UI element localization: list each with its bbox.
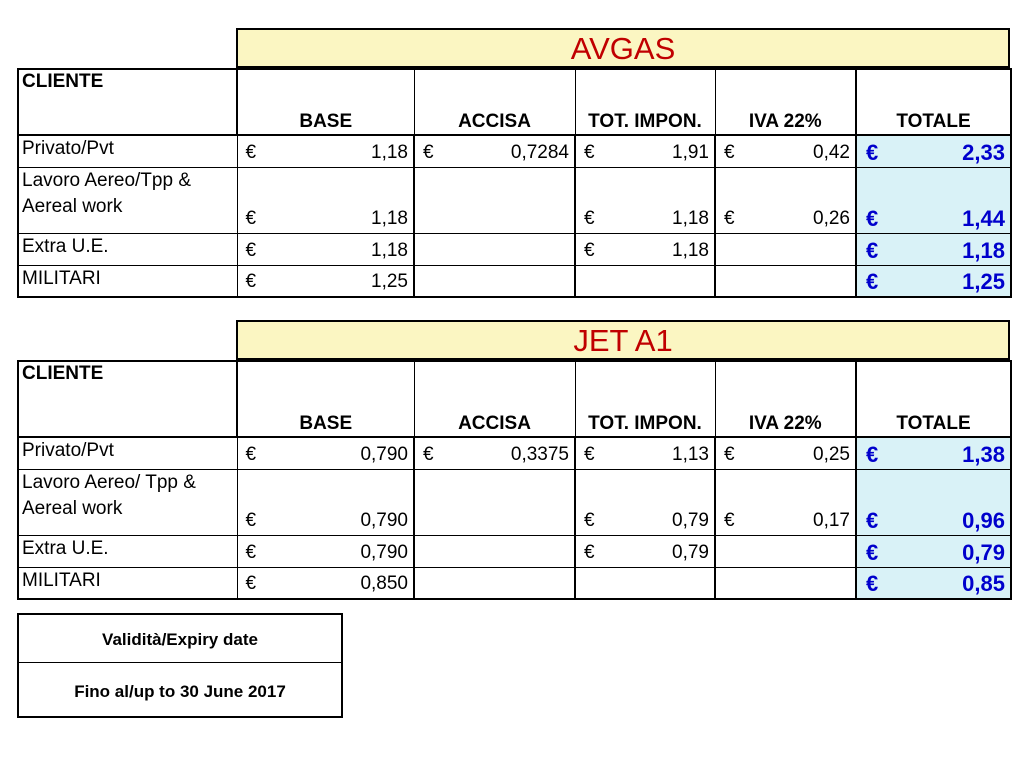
iva-cell: [715, 265, 856, 297]
avgas-price-table: [17, 68, 1012, 298]
column-header-base: BASE: [237, 69, 414, 135]
jet-a1-title: JET A1: [236, 320, 1010, 361]
imponibile-cell: € 0,79: [575, 469, 715, 535]
column-header-tot-impon: TOT. IMPON.: [575, 69, 715, 135]
column-header-accisa: ACCISA: [414, 361, 575, 437]
totale-cell: € 0,96: [856, 469, 1011, 535]
header-row: [18, 361, 1011, 437]
accisa-cell: [414, 469, 575, 535]
avgas-title: AVGAS: [236, 28, 1010, 69]
table-row: [18, 233, 1011, 265]
table-row: [18, 535, 1011, 567]
row-label: MILITARI: [18, 265, 237, 297]
row-label: Extra U.E.: [18, 535, 237, 567]
base-cell: € 0,790: [237, 535, 414, 567]
table-row: [18, 437, 1011, 469]
table-row: [18, 167, 1011, 233]
row-label: Privato/Pvt: [18, 437, 237, 469]
totale-cell: € 2,33: [856, 135, 1011, 167]
totale-cell: € 1,25: [856, 265, 1011, 297]
table-row: [18, 469, 1011, 535]
row-label: Lavoro Aereo/Tpp & Aereal work: [18, 167, 237, 233]
accisa-cell: [414, 265, 575, 297]
iva-cell: [715, 567, 856, 599]
base-cell: € 0,790: [237, 437, 414, 469]
cliente-header: CLIENTE: [18, 69, 237, 135]
row-label: MILITARI: [18, 567, 237, 599]
totale-cell: € 1,38: [856, 437, 1011, 469]
row-label: Lavoro Aereo/ Tpp & Aereal work: [18, 469, 237, 535]
row-label: Privato/Pvt: [18, 135, 237, 167]
imponibile-cell: € 0,79: [575, 535, 715, 567]
iva-cell: € 0,25: [715, 437, 856, 469]
column-header-tot-impon: TOT. IMPON.: [575, 361, 715, 437]
column-header-accisa: ACCISA: [414, 69, 575, 135]
imponibile-cell: [575, 265, 715, 297]
column-header-base: BASE: [237, 361, 414, 437]
column-header-iva: IVA 22%: [715, 69, 856, 135]
totale-cell: € 0,79: [856, 535, 1011, 567]
base-cell: € 1,18: [237, 135, 414, 167]
imponibile-cell: € 1,13: [575, 437, 715, 469]
row-label: Extra U.E.: [18, 233, 237, 265]
imponibile-cell: € 1,91: [575, 135, 715, 167]
totale-cell: € 1,44: [856, 167, 1011, 233]
accisa-cell: [414, 535, 575, 567]
table-row: [18, 135, 1011, 167]
imponibile-cell: € 1,18: [575, 233, 715, 265]
header-row: [18, 69, 1011, 135]
base-cell: € 1,18: [237, 233, 414, 265]
accisa-cell: [414, 567, 575, 599]
table-row: [18, 265, 1011, 297]
accisa-cell: [414, 233, 575, 265]
base-cell: € 1,18: [237, 167, 414, 233]
accisa-cell: [414, 167, 575, 233]
iva-cell: [715, 535, 856, 567]
base-cell: € 1,25: [237, 265, 414, 297]
base-cell: € 0,850: [237, 567, 414, 599]
table-row: [18, 567, 1011, 599]
jet-a1-price-table: [17, 360, 1012, 600]
iva-cell: € 0,17: [715, 469, 856, 535]
column-header-totale: TOTALE: [856, 361, 1011, 437]
cliente-header: CLIENTE: [18, 361, 237, 437]
accisa-cell: € 0,3375: [414, 437, 575, 469]
validity-box: [17, 613, 343, 718]
iva-cell: € 0,42: [715, 135, 856, 167]
imponibile-cell: [575, 567, 715, 599]
iva-cell: € 0,26: [715, 167, 856, 233]
totale-cell: € 1,18: [856, 233, 1011, 265]
imponibile-cell: € 1,18: [575, 167, 715, 233]
validity-label: Validità/Expiry date: [19, 615, 341, 663]
accisa-cell: € 0,7284: [414, 135, 575, 167]
validity-date: Fino al/up to 30 June 2017: [74, 682, 286, 701]
base-cell: € 0,790: [237, 469, 414, 535]
iva-cell: [715, 233, 856, 265]
column-header-totale: TOTALE: [856, 69, 1011, 135]
column-header-iva: IVA 22%: [715, 361, 856, 437]
totale-cell: € 0,85: [856, 567, 1011, 599]
